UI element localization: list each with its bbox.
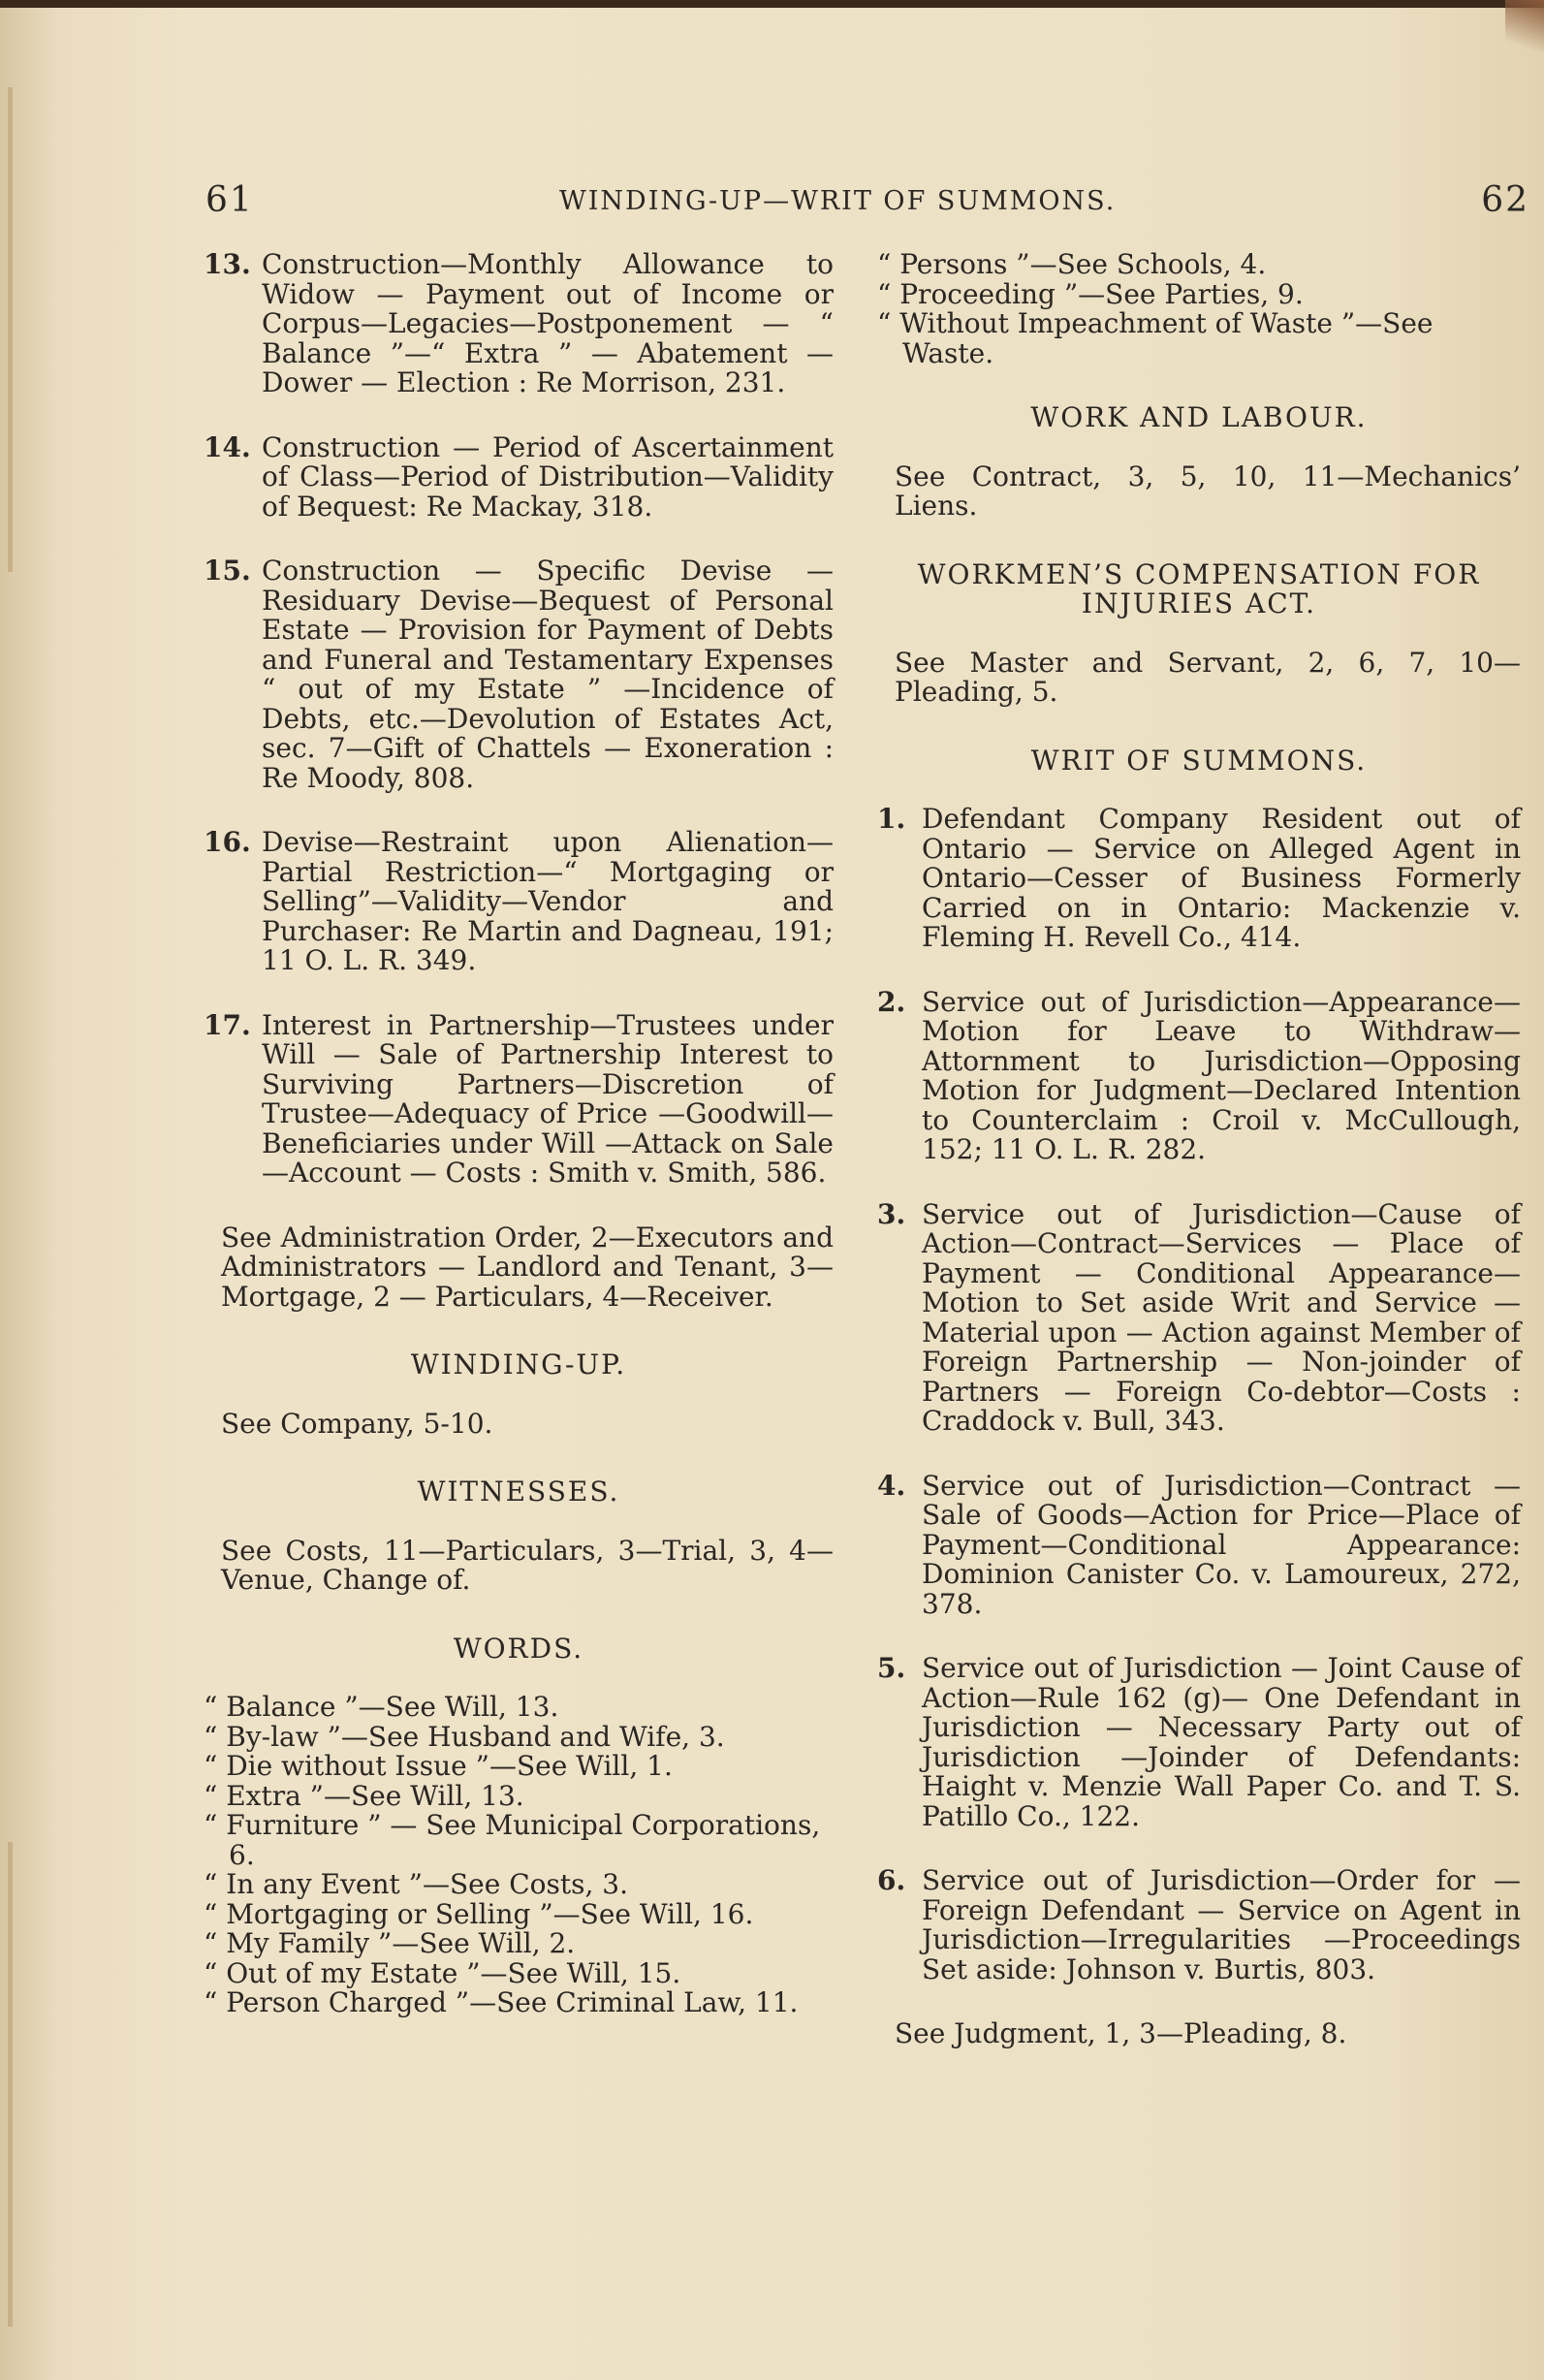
heading-work-and-labour: WORK AND LABOUR. — [1030, 401, 1368, 433]
writ-see-also: See Judgment, 1, 3—Pleading, 8. — [895, 2017, 1347, 2049]
will-entry-14: 14. Construction — Period of Ascertainment of Class—Period of Distribution—Validity of Bequest: Re Mackay, 318. — [204, 430, 834, 523]
running-title: WINDING-UP—WRIT OF SUMMONS. — [559, 186, 1117, 216]
right-column — [877, 250, 1521, 2088]
will-entry-13: 13. Construction—Monthly Allowance to Widow — Payment out of Income or Corpus—Legacies—Postponement — “ Balance ”—“ Extra ” — Abatement — Dower — Election : Re Morrison, 231. — [204, 248, 834, 398]
heading-writ-of-summons: WRIT OF SUMMONS. — [1030, 744, 1368, 777]
writ-entry-3: 3. Service out of Jurisdiction—Cause of Action—Contract—Services — Place of Payment — Conditional Appearance—Motion to Set aside Writ and Service — Material upon — Action against Member of Foreign Partnership — Non-joinder of Partners — Foreign Co-debtor—Costs : Craddock v. Bull, 343. — [877, 1197, 1521, 1437]
list-item: “ In any Event ”—See Costs, 3. — [204, 1868, 628, 1900]
list-item: “ Die without Issue ”—See Will, 1. — [204, 1750, 673, 1782]
list-item: “ Furniture ” — See Municipal Corporations, 6. — [204, 1809, 821, 1871]
workmens-see: See Master and Servant, 2, 6, 7, 10—Pleading, 5. — [895, 646, 1521, 708]
list-item: “ Proceeding ”—See Parties, 9. — [877, 277, 1304, 310]
will-see-also: See Administration Order, 2—Executors and Administrators — Landlord and Tenant, 3—Mortgage, 2 — Particulars, 4—Receiver. — [221, 1221, 834, 1313]
left-column — [204, 250, 834, 2018]
list-item: “ Without Impeachment of Waste ”—See Waste. — [877, 307, 1434, 369]
winding-up-see: See Company, 5-10. — [221, 1407, 493, 1440]
writ-entry-5: 5. Service out of Jurisdiction — Joint Cause of Action—Rule 162 (g)— One Defendant in Jurisdiction — Necessary Party out of Jurisdiction —Joinder of Defendants: Haight v. Menzie Wall Paper Co. and T. S. Patillo Co., 122. — [877, 1652, 1521, 1832]
list-item: “ By-law ”—See Husband and Wife, 3. — [204, 1720, 725, 1753]
corner-stain — [1505, 0, 1544, 78]
heading-workmens-compensation: WORKMEN’S COMPENSATION FOR INJURIES ACT. — [917, 557, 1481, 619]
witnesses-see: See Costs, 11—Particulars, 3—Trial, 3, 4—Venue, Change of. — [221, 1534, 834, 1596]
will-entry-17: 17. Interest in Partnership—Trustees under Will — Sale of Partnership Interest to Surviving Partners—Discretion of Trustee—Adequacy of Price —Goodwill—Beneficiaries under Will —Attack on Sale—Account — Costs : Smith v. Smith, 586. — [204, 1008, 834, 1189]
list-item: “ Out of my Estate ”—See Will, 15. — [204, 1956, 681, 1989]
list-item: “ Persons ”—See Schools, 4. — [877, 248, 1267, 280]
writ-entry-1: 1. Defendant Company Resident out of Ontario — Service on Alleged Agent in Ontario—Cesser of Business Formerly Carried on in Ontario: Mackenzie v. Fleming H. Revell Co., 414. — [877, 803, 1521, 953]
writ-entry-4: 4. Service out of Jurisdiction—Contract —Sale of Goods—Action for Price—Place of Payment—Conditional Appearance: Dominion Canister Co. v. Lamoureux, 272, 378. — [877, 1469, 1521, 1620]
will-entry-16: 16. Devise—Restraint upon Alienation—Partial Restriction—“ Mortgaging or Selling”—Validity—Vendor and Purchaser: Re Martin and Dagneau, 191; 11 O. L. R. 349. — [204, 826, 834, 976]
binding-shadow — [8, 87, 13, 572]
page-number-left: 61 — [205, 180, 254, 220]
writ-entry-2: 2. Service out of Jurisdiction—Appearance—Motion for Leave to Withdraw—Attornment to Jurisdiction—Opposing Motion for Judgment—Declared Intention to Counterclaim : Croil v. McCullough, 152; 11 O. L. R. 282. — [877, 985, 1521, 1165]
running-header — [205, 180, 1529, 229]
words-list — [204, 1693, 834, 2018]
heading-words: WORDS. — [453, 1632, 584, 1665]
list-item: “ Person Charged ”—See Criminal Law, 11. — [204, 1986, 799, 2018]
page-top-edge — [0, 0, 1544, 8]
list-item: “ Balance ”—See Will, 13. — [204, 1691, 559, 1723]
binding-shadow-lower — [8, 1842, 13, 2327]
work-labour-see: See Contract, 3, 5, 10, 11—Mechanics’ Liens. — [895, 460, 1521, 522]
writ-entry-6: 6. Service out of Jurisdiction—Order for — Foreign Defendant — Service on Agent in Jurisdiction—Irregularities —Proceedings Set aside: Johnson v. Burtis, 803. — [877, 1864, 1521, 1985]
list-item: “ Mortgaging or Selling ”—See Will, 16. — [204, 1897, 754, 1930]
will-entry-15: 15. Construction — Specific Devise — Residuary Devise—Bequest of Personal Estate — Provision for Payment of Debts and Funeral and Testamentary Expenses “ out of my Estate ” —Incidence of Debts, etc.—Devolution of Estates Act, sec. 7—Gift of Chattels — Exoneration : Re Moody, 808. — [204, 555, 834, 794]
list-item: “ Extra ”—See Will, 13. — [204, 1779, 524, 1812]
words-list-continued — [877, 250, 1521, 368]
heading-witnesses: WITNESSES. — [417, 1476, 620, 1507]
list-item: “ My Family ”—See Will, 2. — [204, 1927, 576, 1959]
page-number-right: 62 — [1481, 180, 1529, 220]
heading-winding-up: WINDING-UP. — [410, 1349, 627, 1380]
